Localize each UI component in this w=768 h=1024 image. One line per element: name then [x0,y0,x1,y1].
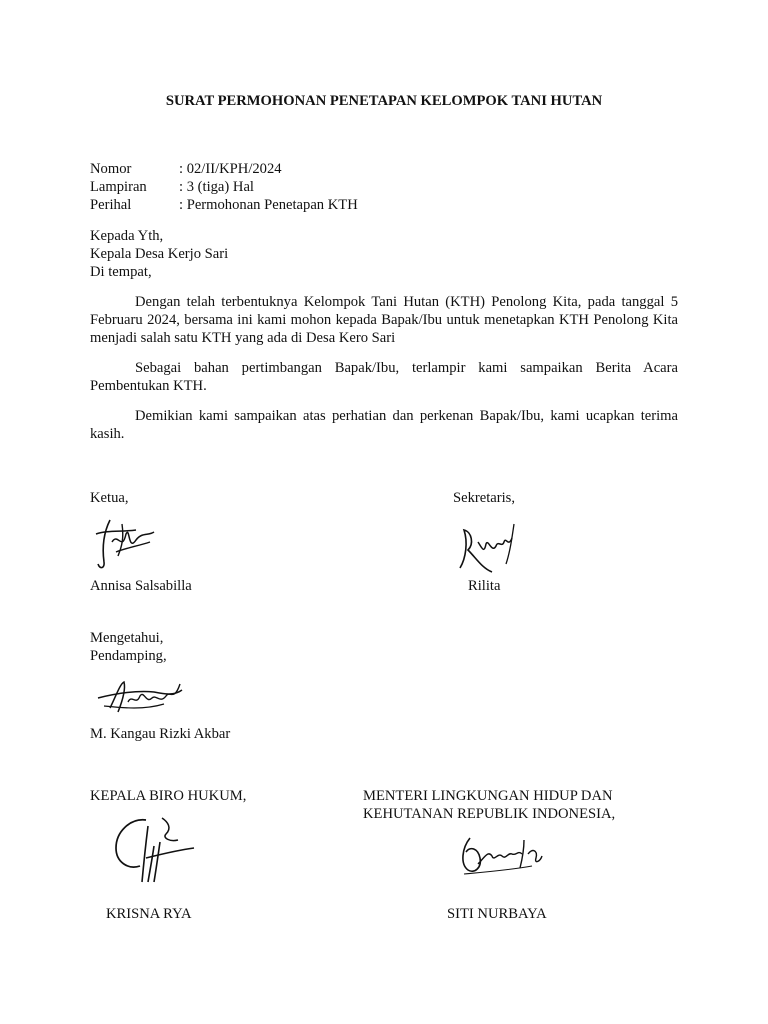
pendamping-signature [94,676,186,718]
pendamping-role-line2: Pendamping, [90,648,167,664]
body-paragraph-3: Demikian kami sampaikan atas perhatian dan perkenan Bapak/Ibu, kami ucapkan terima kasih. [90,408,678,442]
meta-perihal [90,196,490,214]
meta-lampiran [90,178,490,196]
biro-signature [106,812,198,886]
body-paragraph-2: Sebagai bahan pertimbangan Bapak/Ibu, terlampir kami sampaikan Berita Acara Pembentukan KTH. [90,360,678,394]
sekretaris-role: Sekretaris, [453,490,516,506]
meta-label: Nomor [90,161,132,177]
meta-value: : Permohonan Penetapan KTH [179,197,358,213]
meta-value: : 3 (tiga) Hal [179,179,254,195]
menteri-name: SITI NURBAYA [447,906,547,922]
meta-label: Lampiran [90,179,147,195]
sekretaris-signature [452,518,520,576]
sekretaris-name: Rilita [468,578,501,594]
pendamping-role-line1: Mengetahui, [90,630,164,646]
ketua-name: Annisa Salsabilla [90,578,192,594]
biro-name: KRISNA RYA [106,906,192,922]
ketua-signature [92,512,162,572]
meta-label: Perihal [90,197,132,213]
meta-nomor [90,160,490,178]
menteri-role-line1: MENTERI LINGKUNGAN HIDUP DAN [363,788,613,804]
page-title: SURAT PERMOHONAN PENETAPAN KELOMPOK TANI HUTAN [165,93,603,109]
ketua-role: Ketua, [90,490,129,506]
pendamping-name: M. Kangau Rizki Akbar [90,726,231,742]
biro-role: KEPALA BIRO HUKUM, [90,788,247,804]
menteri-signature [456,828,546,880]
meta-value: : 02/II/KPH/2024 [179,161,282,177]
menteri-role-line2: KEHUTANAN REPUBLIK INDONESIA, [363,806,616,822]
recipient-name: Kepala Desa Kerjo Sari [90,246,229,262]
recipient-greeting: Kepada Yth, [90,228,164,244]
recipient-place: Di tempat, [90,264,152,280]
body-paragraph-1: Dengan telah terbentuknya Kelompok Tani Hutan (KTH) Penolong Kita, pada tanggal 5 Februaru 2024, bersama ini kami mohon kepada Bapak/Ibu untuk menetapkan KTH Penolong Kita menjadi salah satu KTH yang ada di Desa Kero Sari [90,294,678,346]
